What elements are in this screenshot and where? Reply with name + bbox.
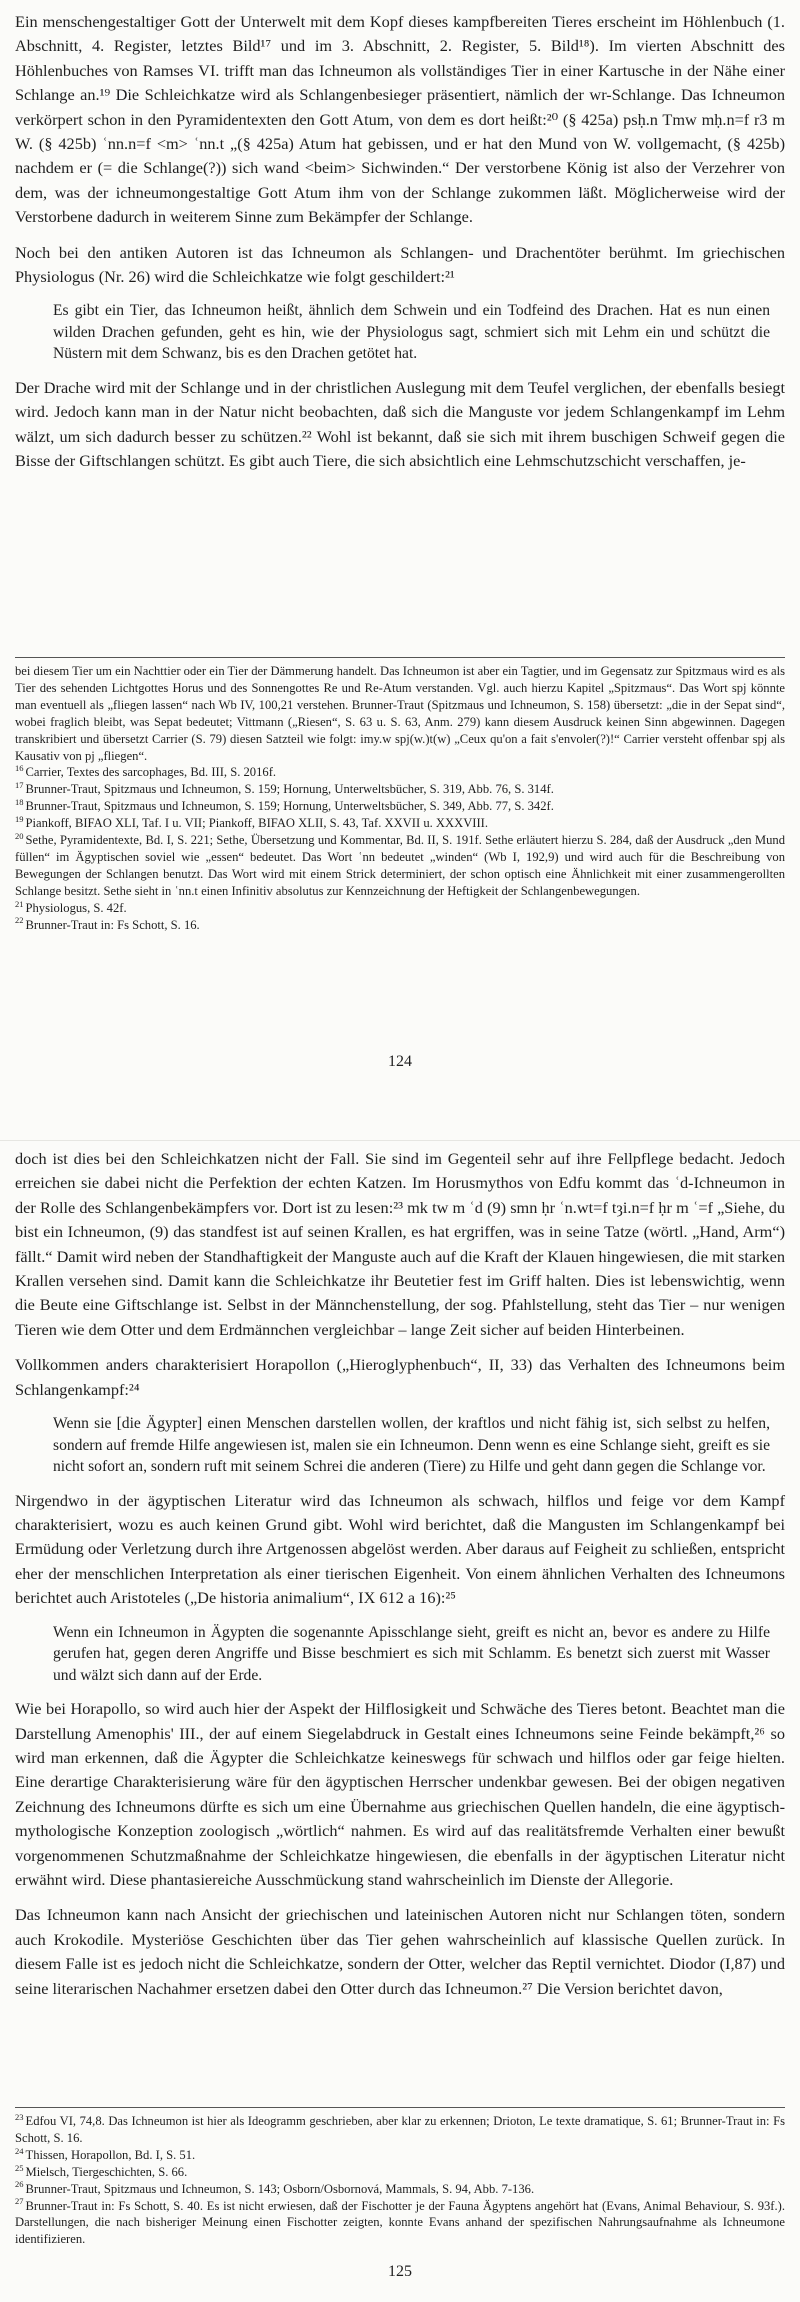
paragraph: Wie bei Horapollo, so wird auch hier der Aspekt der Hilflosigkeit und Schwäche des Tieres betont. Beachtet man die Darstellung Amenophis' III., der auf einem Siegelabdruck in Gestalt eines Ichneumons seine Feinde bekämpft,²⁶ so wird man erkennen, daß die Ägypter die Schleichkatze keineswegs für schwach und hilflos oder gar feige hielten. Eine derartige Charakterisierung wäre für den ägyptischen Herrscher undenkbar gewesen. Bei der obigen negativen Zeichnung des Ichneumons dürfte es sich um eine Übernahme aus griechischen Quellen handeln, die eine ägyptisch-mythologische Konzeption zoologisch „wörtlich“ nahmen. Es wird auf das realitätsfremde Verhalten einer bewußt vorgenommenen Schutzmaßnahme der Schleichkatze hingewiesen, die ebenfalls in der ägyptischen Literatur nicht erwähnt wird. Diese phantasiereiche Ausschmückung stand wahrscheinlich im Dienste der Allegorie. [15, 1699, 785, 1889]
block-quote: Wenn ein Ichneumon in Ägypten die sogenannte Apisschlange sieht, greift es nicht an, bevor es andere zu Hilfe gerufen hat, gegen deren Angriffe und Bisse beschmiert es sich mit Schlamm. Es benetzt sich zuerst mit Wasser und wälzt sich dann auf der Erde. [53, 1623, 770, 1684]
page-125 [0, 1140, 800, 2302]
page-124 [0, 0, 800, 1120]
footnote: $^{21}$ Physiologus, S. 42f. [15, 898, 127, 915]
page-125-footnotes [15, 2107, 785, 2248]
paragraph: doch ist dies bei den Schleichkatzen nicht der Fall. Sie sind im Gegenteil sehr auf ihre Fellpflege bedacht. Jedoch erreichen sie dabei nicht die Perfektion der echten Katzen. Im Horusmythos von Edfu kommt das ʿd-Ichneumon in der Rolle des Schlangenbekämpfers vor. Dort ist zu lesen:²³ mk tw m ʿd (9) smn ḥr ʿn.wt=f tȝi.n=f ḥr m ʿ=f „Siehe, du bist ein Ichneumon, (9) das standfest ist auf seinen Krallen, es hat ergriffen, was in seine Tatze (wörtl. „Hand, Arm“) fällt.“ Damit wird neben der Standhaftigkeit der Manguste auch auf die Kraft der Klauen hingewiesen, die mit starken Krallen versehen sind. Damit kann die Schleichkatze ihr Beutetier fest im Griff halten. Dies ist lebenswichtig, wenn die Beute eine Giftschlange ist. Selbst in der Männchenstellung, der sog. Pfahlstellung, steht das Tier – nur wenigen Tieren wie dem Otter und dem Erdmännchen vergleichbar – lange Zeit sicher auf beiden Hinterbeinen. [15, 1149, 785, 1339]
footnote: $^{26}$ Brunner-Traut, Spitzmaus und Ichneumon, S. 143; Osborn/Osbornová, Mammals, S. 94, Abb. 7-136. [15, 2179, 535, 2196]
page-number: 124 [388, 1053, 412, 1070]
footnote: bei diesem Tier um ein Nachttier oder ein Tier der Dämmerung handelt. Das Ichneumon ist aber ein Tagtier, und im Gegensatz zur Spitzmaus wird es als Tier des sehenden Lichtgottes Horus und des Sonnengottes Re und Re-Atum verstanden. Vgl. auch hierzu Kapitel „Spitzmaus“. Das Wort spj könnte man eventuell als „fliegen lassen“ nach Wb IV, 100,21 verstehen. Brunner-Traut (Spitzmaus und Ichneumon, S. 158) übersetzt: „die in der Sepat sind“, wobei fraglich bleibt, was Sepat bedeutet; Vittmann („Riesen“, S. 63 u. S. 63, Anm. 279) kann diesem Ausdruck keinen Sinn abgewinnen. Dagegen transkribiert und übersetzt Carrier (S. 79) diesen Satzteil wie folgt: imy.w spj(w.)t(w) „Ceux qu'on a fait s'envoler(?)!“ Carrier versteht offenbar spj als Kausativ von pj „fliegen“. [15, 664, 785, 763]
footnote: $^{17}$ Brunner-Traut, Spitzmaus und Ichneumon, S. 159; Hornung, Unterweltsbücher, S. 319, Abb. 76, S. 314f. [15, 780, 554, 797]
paragraph: Das Ichneumon kann nach Ansicht der griechischen und lateinischen Autoren nicht nur Schlangen töten, sondern auch Krokodile. Mysteriöse Geschichten über das Tier gehen wahrscheinlich auf klassische Quellen zurück. In diesem Falle ist es jedoch nicht die Schleichkatze, sondern der Otter, welcher das Reptil vernichtet. Diodor (I,87) und seine literarischen Nachahmer ersetzen dabei den Otter durch das Ichneumon.²⁷ Die Version berichtet davon, [15, 1905, 785, 1998]
page-125-main-text [15, 1147, 785, 2001]
footnote: $^{20}$ Sethe, Pyramidentexte, Bd. I, S. 221; Sethe, Übersetzung und Kommentar, Bd. II, S. 191f. Sethe erläutert hierzu S. 284, daß der Ausdruck „den Mund füllen“ im Ägyptischen soviel wie „essen“ bedeutet. Das Wort ʿnn bedeutet „winden“ (Wb I, 192,9) und wird auch für die Beschreibung von Bewegungen der Schlangen benutzt. Das Wort wird mit einem Strick determiniert, der schon optisch eine Ähnlichkeit mit einer zusammengerollten Schlange besitzt. Sethe sieht in ʿnn.t einen Infinitiv absolutus zur Kennzeichnung der Heftigkeit der Schlangenbewegungen. [15, 830, 785, 898]
paragraph: Ein menschengestaltiger Gott der Unterwelt mit dem Kopf dieses kampfbereiten Tieres erscheint im Höhlenbuch (1. Abschnitt, 4. Register, letztes Bild¹⁷ und im 3. Abschnitt, 2. Register, 5. Bild¹⁸). Im vierten Abschnitt des Höhlenbuches von Ramses VI. trifft man das Ichneumon als vollständiges Tier in einer Kartusche in der Nähe einer Schlange an.¹⁹ Die Schleichkatze wird als Schlangenbesieger präsentiert, nämlich der wr-Schlange. Das Ichneumon verkörpert schon in den Pyramidentexten den Gott Atum, von dem es dort heißt:²⁰ (§ 425a) psḥ.n Tmw mḥ.n=f r3 m W. (§ 425b) ʿnn.n=f <m> ʿnn.t „(§ 425a) Atum hat gebissen, und er hat den Mund von W. vollgemacht, (§ 425b) nachdem er (= die Schlange(?)) sich wand <beim> Sichwinden.“ Der verstorbene König ist also der Verzehrer von dem, was der ichneumongestaltige Gott Atum ihm von der Schlange zukommen läßt. Möglicherweise wird der Verstorbene dadurch in weiterem Sinne zum Bekämpfer der Schlange. [15, 12, 785, 227]
footnote-divider [15, 2107, 785, 2108]
footnote-divider [15, 657, 785, 658]
footnote: $^{22}$ Brunner-Traut in: Fs Schott, S. 16. [15, 915, 200, 932]
page-number: 125 [388, 2263, 412, 2280]
footnote: $^{19}$ Piankoff, BIFAO XLI, Taf. I u. VII; Piankoff, BIFAO XLII, S. 43, Taf. XXVII u. XXXVIII. [15, 813, 489, 831]
page-124-main-text [15, 10, 785, 474]
block-quote: Wenn sie [die Ägypter] einen Menschen darstellen wollen, der kraftlos und nicht fähig ist, sich selbst zu helfen, sondern auf fremde Hilfe angewiesen ist, malen sie ein Ichneumon. Denn wenn es eine Schlange sieht, greift es sie nicht sofort an, sondern ruft mit seinem Schrei die anderen (Tiere) zu Hilfe und geht dann gegen die Schlange vor. [53, 1415, 770, 1476]
block-quote: Es gibt ein Tier, das Ichneumon heißt, ähnlich dem Schwein und ein Todfeind des Drachen. Hat es nun einen wilden Drachen gefunden, geht es hin, wie der Physiologus sagt, schmiert sich mit Lehm ein und schützt die Nüstern mit dem Schwanz, bis es den Drachen getötet hat. [53, 302, 770, 363]
footnote: $^{18}$ Brunner-Traut, Spitzmaus und Ichneumon, S. 159; Hornung, Unterweltsbücher, S. 349, Abb. 77, S. 342f. [15, 797, 554, 814]
paragraph: Nirgendwo in der ägyptischen Literatur wird das Ichneumon als schwach, hilflos und feige vor dem Kampf charakterisiert, wozu es auch keinen Grund gibt. Wohl wird berichtet, daß die Mangusten im Schlangenkampf bei Ermüdung oder Verletzung durch ihre Artgenossen abgelöst werden. Aber daraus auf Feigheit zu schließen, entspricht eher der menschlichen Interpretation als einer tierischen Eigenheit. Von einem ähnlichen Verhalten des Ichneumons berichtet auch Aristoteles („De historia animalium“, IX 612 a 16):²⁵ [15, 1490, 785, 1608]
footnote: $^{27}$ Brunner-Traut in: Fs Schott, S. 40. Es ist nicht erwiesen, daß der Fischotter je der Fauna Ägyptens angehört hat (Evans, Animal Behaviour, S. 93f.). Darstellungen, die nach bisheriger Meinung einen Fischotter zeigten, konnte Evans anhand der spezifischen Nahrungsaufnahme als Ichneumone identifizieren. [15, 2196, 785, 2247]
footnote: $^{16}$ Carrier, Textes des sarcophages, Bd. III, S. 2016f. [15, 763, 277, 780]
footnote: $^{24}$ Thissen, Horapollon, Bd. I, S. 51. [15, 2145, 196, 2162]
footnote: $^{23}$ Edfou VI, 74,8. Das Ichneumon ist hier als Ideogramm geschrieben, aber klar zu erkennen; Drioton, Le texte dramatique, S. 61; Brunner-Traut in: Fs Schott, S. 16. [15, 2111, 785, 2145]
paragraph: Der Drache wird mit der Schlange und in der christlichen Auslegung mit dem Teufel verglichen, der ebenfalls besiegt wird. Jedoch kann man in der Natur nicht beobachten, daß sich die Manguste vor jedem Schlangenkampf im Lehm wälzt, um sich dadurch besser zu schützen.²² Wohl ist bekannt, daß sie sich mit ihrem buschigen Schweif gegen die Bisse der Giftschlangen schützt. Es gibt auch Tiere, die sich absichtlich eine Lehmschutzschicht verschaffen, je- [15, 377, 785, 471]
page-124-footnotes [15, 657, 785, 934]
footnote: $^{25}$ Mielsch, Tiergeschichten, S. 66. [15, 2162, 188, 2179]
paragraph: Noch bei den antiken Autoren ist das Ichneumon als Schlangen- und Drachentöter berühmt. Im griechischen Physiologus (Nr. 26) wird die Schleichkatze wie folgt geschildert:²¹ [15, 242, 785, 287]
paragraph: Vollkommen anders charakterisiert Horapollon („Hieroglyphenbuch“, II, 33) das Verhalten des Ichneumons beim Schlangenkampf:²⁴ [15, 1355, 785, 1399]
